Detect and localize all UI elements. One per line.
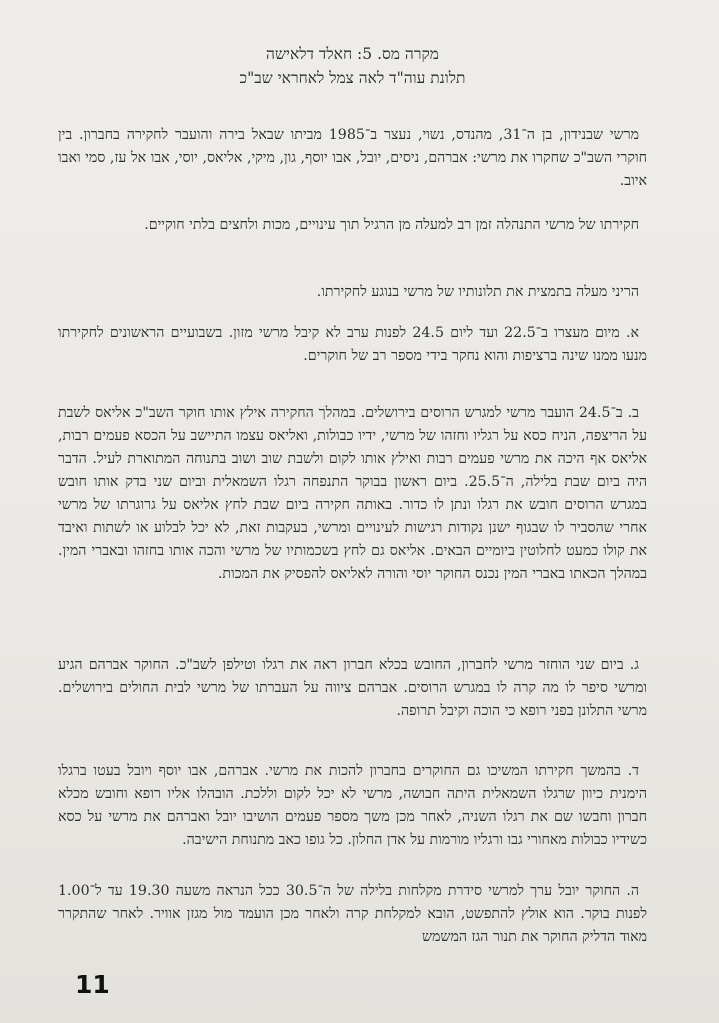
paragraph-section-d: ד. בהמשך חקירתו המשיכו גם החוקרים בחברון להכות את מרשי. אברהם, אבו יוסף ויובל בעטו ברגלו הימנית כיוון שרגלו השמאלית היתה חבושה, מרשי לא יכל לקום וללכת. הובהלו אליו רופא וחובש מכלא חברון וחבשו שם את רגלו השניה, לאחר מכן משך מספר פעמים הושיבו יובל ואברהם את מרשי על כסא כשידיו כבולות מאחורי גבו ורגליו מורמות על אדן החלון. כל גופו כאב מתנוחת הישיבה. [58,763,647,848]
paragraph-section-a: א. מיום מעצרו ב־22.5 ועד ליום 24.5 לפנות ערב לא קיבל מרשי מזון. בשבועיים הראשונים לחקירתו מנעו ממנו שינה ברציפות והוא נחקר בידי מספר רב של חוקרים. [58,325,647,364]
paragraph-section-c: ג. ביום שני הוחזר מרשי לחברון, החובש בכלא חברון ראה את רגלו וטילפן לשב"כ. החוקר אברהם הגיע ומרשי סיפר לו מה קרה לו במגרש הרוסים. אברהם ציווה על העברתו של מרשי לבית החולים בירושלים. מרשי התלונן בפני רופא כי הוכה וקיבל תרופה. [58,657,647,719]
paragraph-interrogation: חקירתו של מרשי התנהלה זמן רב למעלה מן הרגיל תוך עינויים, מכות ולחצים בלתי חוקיים. [144,217,639,233]
paragraph-summary-intro: הריני מעלה בתמצית את תלונותיו של מרשי בנוגע לחקירתו. [316,284,639,300]
paragraph-section-b: ב. ב־24.5 הועבר מרשי למגרש הרוסים בירושלים. במהלך החקירה אילץ אותו חוקר השב"כ אליאס לשבת על הריצפה, הניח כסא על רגליו וחזהו של מרשי, ידיו כבולות, ואליאס עצמו התיישב על הכסא פעמים רבות, אליאס אף היכה את מרשי פעמים רבות ואילץ אותו לקום ולשבת שוב ושוב בתנוחה המתוארת לעיל. הדבר היה ביום שבת בלילה, ה־25.5. ביום ראשון בבוקר התנפחה רגלו השמאלית וביום שני בדק אותו חובש במגרש הרוסים חובש את רגלו ונתן לו כדור. באותה חקירה ביום שבת לחץ אליאס על גרוגרתו של מרשי אחרי שהסביר לו שבגוף ישנן נקודות רגישות לעינויים ומרשי, בעקבות זאת, לא יכל לבלוע או לשתות ואיבד את קולו כמעט לחלוטין ביומיים הבאים. אליאס גם לחץ בשכמותיו של מרשי והכה אותו בחזהו ובאברי המין. במהלך הכאתו באברי המין נכנס החוקר יוסי והורה לאליאס להפסיק את המכות. [58,405,647,582]
case-subtitle: תלונת עוה"ד לאה צמל לאחראי שב"כ [239,69,466,87]
paragraph-section-e: ה. החוקר יובל ערך למרשי סידרת מקלחות בלילה של ה־30.5 ככל הנראה משעה 19.30 עד ל־1.00 לפנות בוקר. הוא אולץ להתפשט, הובא למקלחת קרה ולאחר מכן הועמד מול מגזן אוויר. לאחר שהתקרר מאוד הדליק החוקר את תנור הגז המשמש [58,883,647,945]
case-title: מקרה מס. 5: חאלד דלאישה [266,45,439,63]
paragraph-intro: מרשי שבנידון, בן ה־31, מהנדס, נשוי, נעצר ב־1985 מביתו שבאל בירה והועבר לחקירה בחברון. בין חוקרי השב"כ שחקרו את מרשי: אברהם, ניסים, יובל, אבו יוסף, גון, מיקי, אליאס, יוסי, אבו אל עז, סמי ואבו איוב. [58,127,647,189]
page-number: 11 [75,970,110,999]
